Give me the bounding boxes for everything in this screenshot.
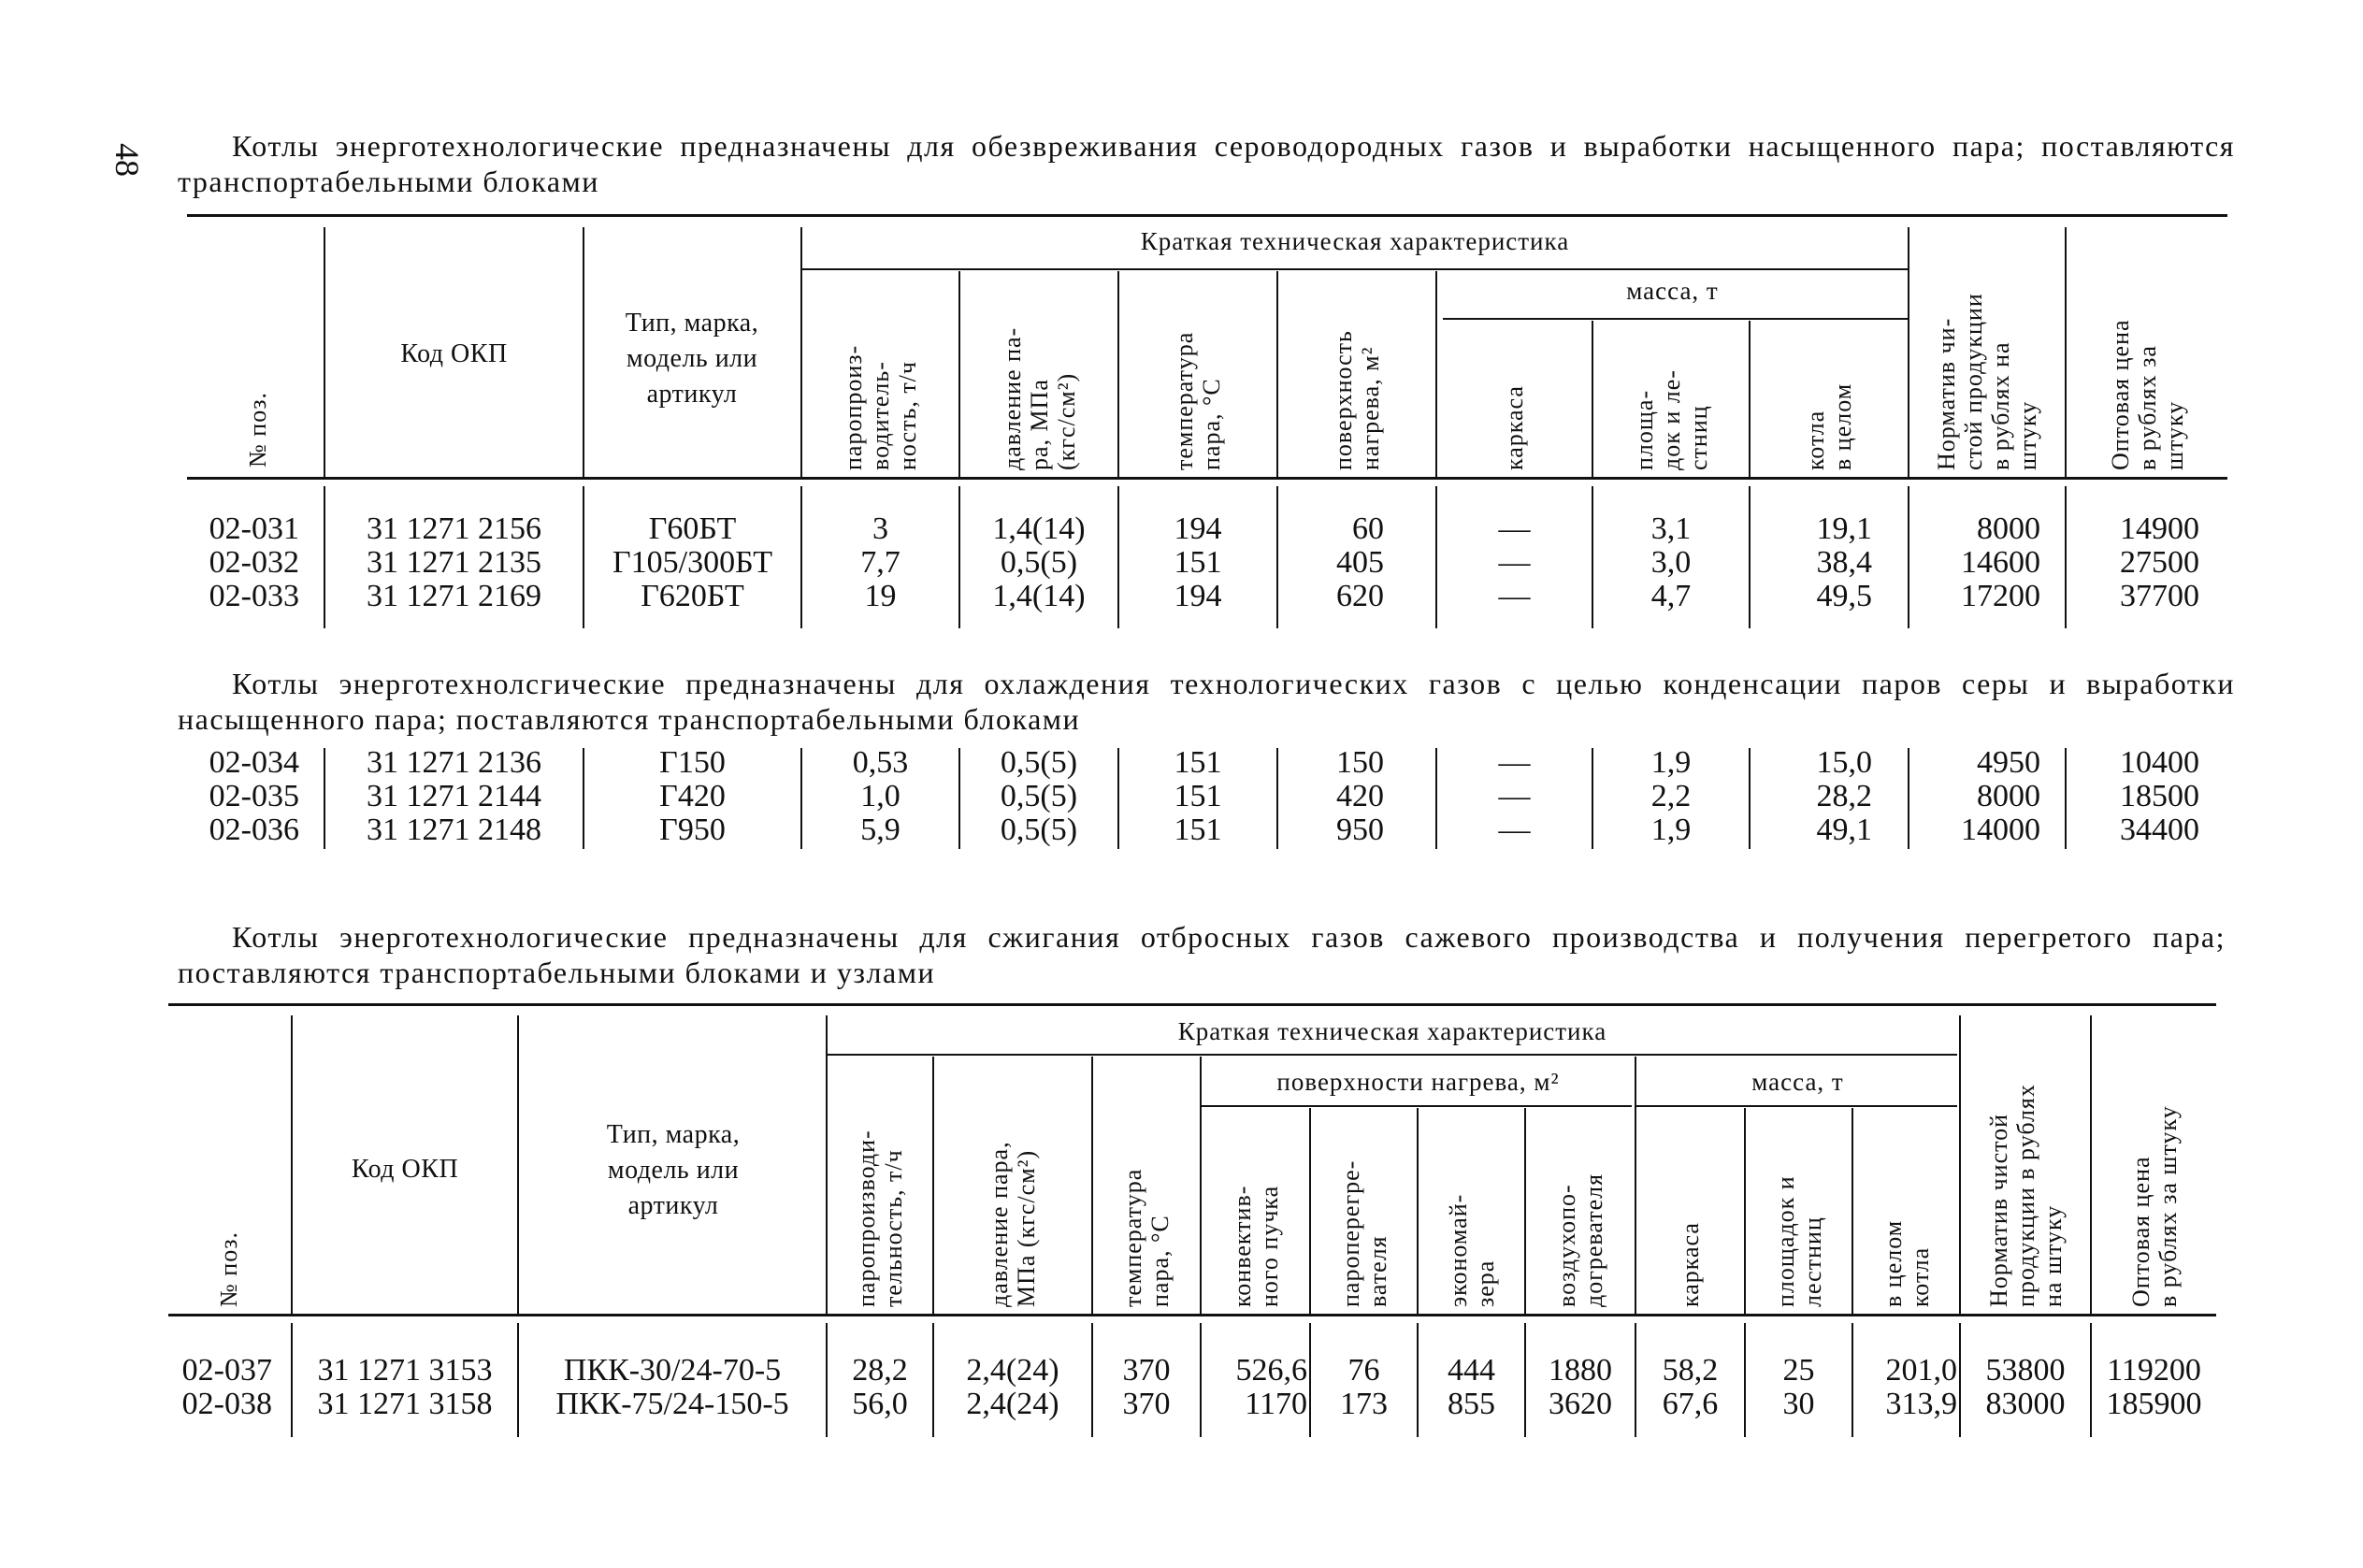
t3-r1-boiler: 201,0 [1885, 1353, 1957, 1388]
t3-r2-economizer: 855 [1448, 1387, 1495, 1421]
t1-r2-frame: — [1498, 545, 1531, 580]
t3-header-tech: Краткая техническая характеристика [1177, 1017, 1607, 1045]
t2-r1-surface: 150 [1336, 745, 1384, 780]
t1-header-boiler: котла в целом [1802, 382, 1856, 470]
t2-r2-price: 18500 [2120, 779, 2199, 813]
t2-r3-pressure: 0,5(5) [1000, 813, 1078, 847]
t1-r2-price: 27500 [2120, 545, 2199, 580]
t1-r2-boiler: 38,4 [1816, 545, 1872, 580]
t1-header-frame: каркаса [1501, 385, 1528, 470]
t2-r1-frame: — [1498, 745, 1531, 780]
t2-r1-boiler: 15,0 [1816, 745, 1872, 780]
t3-r2-prod: 56,0 [852, 1387, 908, 1421]
t3-r1-frame: 58,2 [1662, 1353, 1719, 1388]
t1-header-price: Оптовая цена в рублях за штуку [2106, 319, 2188, 470]
t2-r1-price: 10400 [2120, 745, 2199, 780]
t1-header-norm: Норматив чи- стой продукции в рублях на штуку [1933, 293, 2041, 470]
t2-r3-surface: 950 [1336, 813, 1384, 847]
t1-r2-okp: 31 1271 2135 [367, 545, 541, 580]
t1-r3-pressure: 1,4(14) [992, 579, 1086, 613]
t2-r2-frame: — [1498, 779, 1531, 813]
t3-r2-pressure: 2,4(24) [966, 1387, 1059, 1421]
t1-r3-temp: 194 [1174, 579, 1222, 613]
t2-r1-platforms: 1,9 [1650, 745, 1692, 780]
t3-header-frame: каркаса [1677, 1222, 1704, 1307]
t2-r2-boiler: 28,2 [1816, 779, 1872, 813]
t2-r2-okp: 31 1271 2144 [367, 779, 541, 813]
t1-r1-price: 14900 [2120, 511, 2199, 546]
t2-r2-pos: 02-035 [209, 779, 299, 813]
t1-r2-norm: 14600 [1961, 545, 2040, 580]
t1-header-okp: Код ОКП [400, 339, 508, 368]
t3-r2-boiler: 313,9 [1885, 1387, 1957, 1421]
t3-header-pos: № поз. [214, 1231, 242, 1307]
t3-r2-convective: 1170 [1245, 1387, 1307, 1421]
t3-header-platforms: площадок и лестниц [1771, 1175, 1826, 1307]
t2-r3-pos: 02-036 [209, 813, 299, 847]
t2-r2-surface: 420 [1336, 779, 1384, 813]
t1-r2-pos: 02-032 [209, 545, 299, 580]
t3-header-temp: температура пара, °С [1119, 1168, 1174, 1307]
t1-r3-okp: 31 1271 2169 [367, 579, 541, 613]
t1-r2-platforms: 3,0 [1650, 545, 1692, 580]
t3-r1-temp: 370 [1122, 1353, 1171, 1388]
t1-header-steam-prod: паропроиз- водитель- ность, т/ч [840, 344, 921, 470]
t3-r1-pressure: 2,4(24) [966, 1353, 1059, 1388]
t3-r2-frame: 67,6 [1662, 1387, 1719, 1421]
t3-r1-prod: 28,2 [852, 1353, 908, 1388]
t3-r1-type: ПКК-30/24-70-5 [563, 1353, 782, 1388]
t3-r1-price: 119200 [2107, 1353, 2201, 1388]
t1-r3-surface: 620 [1336, 579, 1384, 613]
section-2-title: Котлы энерготехнолсгические предназначены для охлаждения технологических газов с целью конденсации паров серы и выработки насыщенного пара; поставляются транспортабельными блоками [178, 667, 2235, 736]
t1-header-platforms: площа- док и ле- стниц [1630, 369, 1712, 470]
t3-r2-temp: 370 [1122, 1387, 1171, 1421]
t3-r2-superheater: 173 [1340, 1387, 1388, 1421]
t2-r3-temp: 151 [1174, 813, 1222, 847]
t1-r3-pos: 02-033 [209, 579, 299, 613]
t2-r1-prod: 0,53 [852, 745, 909, 780]
t1-header-tech: Краткая техническая характеристика [1140, 227, 1570, 255]
t1-r1-platforms: 3,1 [1650, 511, 1692, 546]
t3-header-airheater: воздухопо- догревателя [1553, 1172, 1607, 1307]
t2-r1-pos: 02-034 [209, 745, 299, 780]
t2-r2-type: Г420 [659, 779, 726, 813]
t1-header-pressure: давление па- ра, МПа (кгс/см²) [998, 326, 1080, 470]
t3-header-norm: Норматив чистой продукции в рублях на штуку [1984, 1084, 2067, 1307]
page-number: 48 [108, 143, 146, 177]
t1-r3-boiler: 49,5 [1816, 579, 1872, 613]
t3-r2-okp: 31 1271 3158 [317, 1387, 493, 1421]
t1-r2-surface: 405 [1336, 545, 1384, 580]
t1-header-surface: поверхность нагрева, м² [1330, 330, 1384, 470]
t3-header-type: Тип, марка, модель или артикул [606, 1120, 741, 1220]
t2-r1-pressure: 0,5(5) [1000, 745, 1078, 780]
t3-header-steam-prod: паропроизводи- тельность, т/ч [853, 1129, 907, 1307]
t3-r1-norm: 53800 [1985, 1353, 2066, 1388]
t3-r1-airheater: 1880 [1549, 1353, 1612, 1388]
t1-r1-frame: — [1498, 511, 1531, 546]
t1-r3-platforms: 4,7 [1650, 579, 1692, 613]
t3-r1-platforms: 25 [1782, 1353, 1815, 1388]
t2-r2-pressure: 0,5(5) [1000, 779, 1078, 813]
t2-r3-prod: 5,9 [860, 813, 901, 847]
t2-r2-temp: 151 [1174, 779, 1222, 813]
t1-r1-okp: 31 1271 2156 [367, 511, 541, 546]
section-3-title: Котлы энерготехнологические предназначены для сжигания отбросных газов сажевого производства и получения перегретого пара; поставляются транспортабельными блоками и узлами [178, 920, 2226, 989]
t3-r1-okp: 31 1271 3153 [317, 1353, 493, 1388]
t2-r3-price: 34400 [2120, 813, 2199, 847]
t3-r2-type: ПКК-75/24-150-5 [555, 1387, 789, 1421]
t3-r2-pos: 02-038 [181, 1387, 272, 1421]
t1-r3-norm: 17200 [1961, 579, 2040, 613]
t2-r1-okp: 31 1271 2136 [367, 745, 541, 780]
t1-r1-pressure: 1,4(14) [992, 511, 1086, 546]
t3-r2-price: 185900 [2106, 1387, 2202, 1421]
t2-r3-okp: 31 1271 2148 [367, 813, 541, 847]
t3-r2-platforms: 30 [1782, 1387, 1815, 1421]
t3-r2-norm: 83000 [1985, 1387, 2066, 1421]
t2-r3-boiler: 49,1 [1816, 813, 1872, 847]
t2-r3-platforms: 1,9 [1650, 813, 1692, 847]
t3-header-pressure: давление пара, МПа (кгс/см²) [986, 1141, 1040, 1307]
t2-r1-type: Г150 [659, 745, 726, 780]
t1-r2-type: Г105/300БТ [612, 545, 772, 580]
t2-r2-platforms: 2,2 [1650, 779, 1692, 813]
t2-r2-norm: 8000 [1977, 779, 2040, 813]
t1-r1-temp: 194 [1174, 511, 1222, 546]
t3-header-okp: Код ОКП [351, 1155, 459, 1184]
t3-header-surfaces: поверхности нагрева, м² [1276, 1068, 1560, 1096]
t1-r2-temp: 151 [1174, 545, 1222, 580]
t3-header-superheater: пароперегре- вателя [1336, 1159, 1391, 1307]
t1-r3-prod: 19 [864, 579, 897, 613]
t1-header-pos: № поз. [243, 392, 271, 468]
t3-r1-pos: 02-037 [181, 1353, 272, 1388]
t1-r1-boiler: 19,1 [1816, 511, 1872, 546]
t1-r1-prod: 3 [872, 511, 888, 546]
t1-r2-prod: 7,7 [860, 545, 901, 580]
t1-r1-type: Г60БТ [648, 511, 737, 546]
t1-r1-pos: 02-031 [209, 511, 299, 546]
t1-r3-frame: — [1498, 579, 1531, 613]
t3-r1-economizer: 444 [1448, 1353, 1495, 1388]
t1-r3-price: 37700 [2120, 579, 2199, 613]
t3-header-boiler: в целом котла [1879, 1219, 1934, 1307]
t1-header-type: Тип, марка, модель или артикул [625, 309, 759, 409]
t2-r2-prod: 1,0 [860, 779, 901, 813]
t1-r1-norm: 8000 [1977, 511, 2040, 546]
t3-header-economizer: экономай- зера [1444, 1193, 1499, 1307]
t1-header-temp: температура пара, °С [1171, 331, 1225, 470]
t1-header-mass: масса, т [1626, 277, 1719, 305]
t2-r3-frame: — [1498, 813, 1531, 847]
t2-r3-norm: 14000 [1961, 813, 2040, 847]
t3-header-convective: конвектив- ного пучка [1228, 1185, 1283, 1307]
t3-header-price: Оптовая цена в рублях за штуку [2126, 1105, 2182, 1307]
t1-r2-pressure: 0,5(5) [1000, 545, 1078, 580]
t2-r1-temp: 151 [1174, 745, 1222, 780]
t3-r2-airheater: 3620 [1549, 1387, 1612, 1421]
t1-r1-surface: 60 [1352, 511, 1384, 546]
t3-header-mass: масса, т [1751, 1068, 1844, 1096]
t2-r3-type: Г950 [659, 813, 726, 847]
t3-r1-convective: 526,6 [1235, 1353, 1307, 1388]
section-1-title: Котлы энерготехнологические предназначены для обезвреживания сероводородных газов и выработки насыщенного пара; поставляются транспортабельными блоками [178, 129, 2235, 198]
t2-r1-norm: 4950 [1977, 745, 2040, 780]
t3-r1-superheater: 76 [1347, 1353, 1380, 1388]
t1-r3-type: Г620БТ [641, 579, 744, 613]
